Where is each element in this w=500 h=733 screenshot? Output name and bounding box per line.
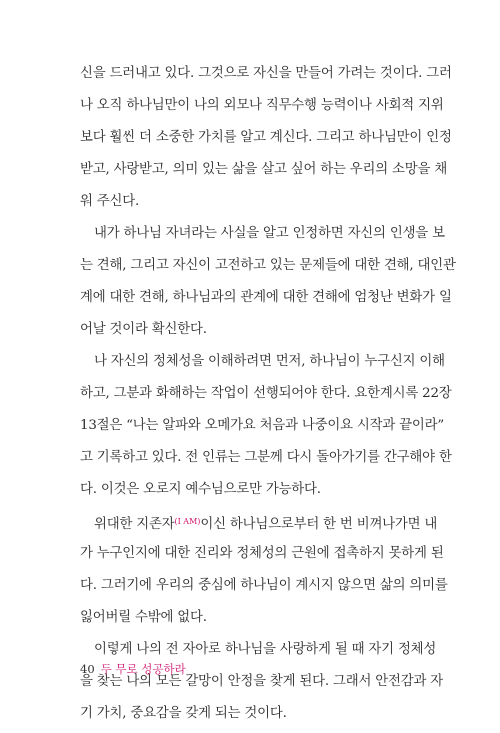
text-line: 다. 이것은 오로지 예수님으로만 가능하다.: [80, 482, 321, 497]
text-line: 나 자신의 정체성을 이해하려면 먼저, 하나님이 누구신지 이해: [94, 354, 445, 369]
text-line: 고 기록하고 있다. 전 인류는 그분께 다시 돌아가기를 간구해야 한: [80, 450, 452, 465]
text-line: 하고, 그분과 화해하는 작업이 선행되어야 한다. 요한계시록 22장: [80, 386, 452, 401]
text-line: 이렇게 나의 전 자아로 하나님을 사랑하게 될 때 자기 정체성: [94, 642, 437, 657]
text-segment: 이신 하나님으로부터 한 번 비껴나가면 내: [200, 517, 438, 532]
page-number: 40: [80, 662, 95, 676]
text-line: 워 주신다.: [80, 194, 140, 209]
text-segment: 위대한 지존자: [94, 517, 175, 532]
running-title: 두 무로 성공하라: [100, 662, 186, 676]
text-line: 다. 그러기에 우리의 중심에 하나님이 계시지 않으면 삶의 의미를: [80, 578, 448, 593]
text-line: 계에 대한 견해, 하나님과의 관계에 대한 견해에 엄청난 변화가 일: [80, 290, 452, 305]
text-line: 내가 하나님 자녀라는 사실을 알고 인정하면 자신의 인생을 보: [94, 226, 445, 241]
text-line: 어날 것이라 확신한다.: [80, 322, 207, 337]
text-line: 을 찾는 나의 모든 갈망이 안정을 찾게 된다. 그래서 안전감과 자: [80, 674, 444, 689]
page-footer: [80, 660, 186, 678]
text-line: 13절은 “나는 알파와 오메가요 처음과 나중이요 시작과 끝이라”: [80, 418, 444, 433]
text-line: 보다 훨씬 더 소중한 가치를 알고 계신다. 그리고 하나님만이 인정: [80, 130, 452, 145]
text-line: 가 누구인지에 대한 진리와 정체성의 근원에 접촉하지 못하게 된: [80, 546, 444, 561]
text-line: 는 견해, 그리고 자신이 고전하고 있는 문제들에 대한 견해, 대인관: [80, 258, 456, 273]
text-line-with-note: [80, 512, 438, 532]
text-line: 신을 드러내고 있다. 그것으로 자신을 만들어 가려는 것이다. 그러: [80, 66, 452, 81]
text-line: 기 가치, 중요감을 갖게 되는 것이다.: [80, 706, 287, 721]
annotation-note: (I AM): [174, 517, 201, 526]
text-line: 받고, 사랑받고, 의미 있는 삶을 살고 싶어 하는 우리의 소망을 채: [80, 162, 448, 177]
text-line: 잃어버릴 수밖에 없다.: [80, 610, 207, 625]
text-line: 나 오직 하나님만이 나의 외모나 직무수행 능력이나 사회적 지위: [80, 98, 444, 113]
